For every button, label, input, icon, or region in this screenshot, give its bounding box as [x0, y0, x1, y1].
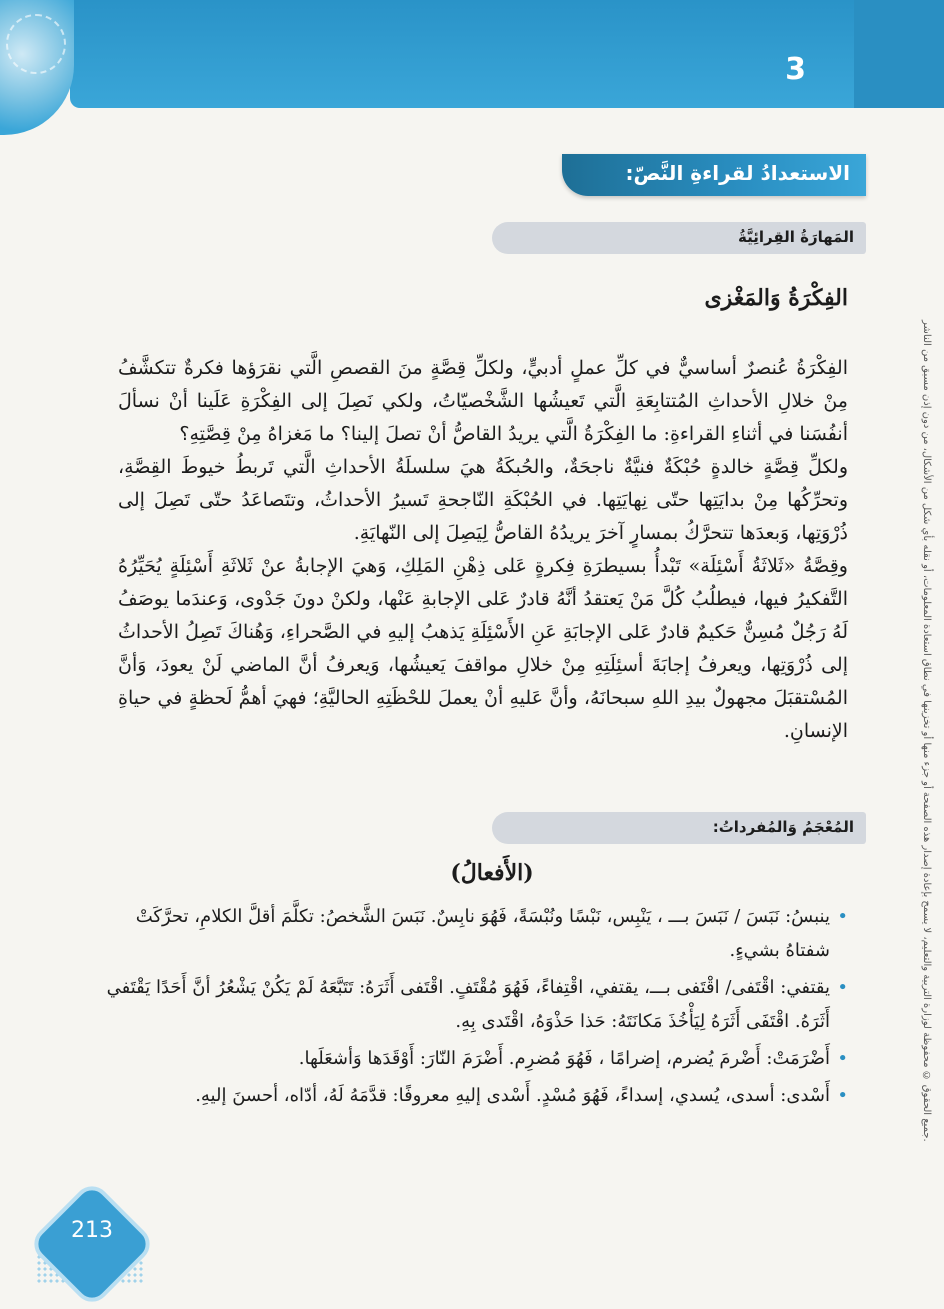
corner-ornament-icon — [0, 0, 74, 135]
page-number: 213 — [71, 1218, 113, 1243]
list-item — [88, 1079, 848, 1113]
vocab-pill — [492, 812, 866, 844]
vocab-entry: يقتفي: اقْتَفى/ اقْتَفى بـــ، يقتفي، اقْتِفاءً، فَهُوَ مُقْتَفٍ. اقْتَفى أَثَرَهُ: تَتَبَّعَهُ لَمْ يَكُنْ يَشْعُرُ أنَّ أَحَدًا يَقْتَفي أَثَرَهُ. اقْتَفَى أَثَرَهُ لِيَأْخُذَ مَكانَتَهُ: حَذا حَذْوَهُ، اقْتَدى بِهِ. — [106, 977, 830, 1032]
prep-title: الاستعدادُ لقراءةِ النَّصّ: — [625, 161, 850, 185]
paragraph: وقِصَّةُ «ثَلاثَةُ أَسْئِلَة» تَبْدأُ بسيطرَةِ فِكرةٍ عَلى ذِهْنِ المَلِكِ، وَهيَ الإجابةُ عنْ ثَلاثَةِ أَسْئِلَةٍ يُحَيِّرُهُ التَّفكيرُ فيها، فيطلُبُ كُلَّ مَنْ يَعتقدُ أنَّهُ قادرٌ عَلى الإجابةِ عَنْها، ولكنْ دونَ جَدْوى، وَعندَما يوصَفُ لَهُ رَجُلٌ مُسِنٌّ حَكيمٌ قادرٌ عَلى الإجابَةِ عَنِ الأَسْئِلَةِ يَذهبُ إليهِ في الصَّحراءِ، وَهُناكَ تَصِلُ الأحداثُ إلى ذُرْوَتِها، ويعرفُ إجابَةَ أسئِلَتِهِ مِنْ خلالِ مواقفَ يَعيشُها، وَيعرفُ أنَّ الماضي لَنْ يعودَ، وَأنَّ المُسْتقبَلَ مجهولٌ بيدِ اللهِ سبحانَهُ، وأنَّ عَليهِ أنْ يعملَ للحْظَتِهِ الحاليَّةِ؛ فهيَ أهمُّ لَحظةٍ في حياةِ الإنسانِ. — [118, 555, 848, 742]
list-item — [88, 900, 848, 968]
skill-pill — [492, 222, 866, 254]
vocab-label: المُعْجَمُ وَالمُفرداتُ: — [712, 818, 854, 836]
chapter-tab — [854, 0, 944, 108]
list-item — [88, 971, 848, 1039]
vocab-list — [88, 900, 848, 1116]
vocab-entry: أَسْدى: أسدى، يُسدي، إسداءً، فَهُوَ مُسْدٍ. أَسْدى إليهِ معروفًا: قدَّمَهُ لَهُ، أدّاه، أحسنَ إليهِ. — [195, 1085, 830, 1106]
vocab-entry: ينبسُ: نَبَسَ / نَبَسَ بـــ ، يَنْبِس، نَبْسًا ونُبْسَةً، فَهُوَ نابِسٌ. نَبَسَ الشَّخصُ: تكلَّمَ أقلَّ الكلامِ، تحرَّكَتْ شفتاهُ بشيءٍ. — [135, 906, 830, 961]
bullet-icon: • — [837, 1085, 848, 1106]
section-title: الفِكْرَةُ وَالمَغْزى — [704, 285, 848, 311]
copyright-note: جميع الحقوق © محفوظة لوزارة التربية والتعليم، لا يسمح بإعادة إصدار هذه الصفحة أو جزء منها أو تخزينها في نطاق استعادة المعلومات، أو نقله بأي شكل من الأشكال، من دون إذن مسبق من الناشر. — [921, 320, 932, 1142]
main-text — [118, 352, 848, 748]
list-item — [88, 1042, 848, 1076]
paragraph: ولكلِّ قِصَّةٍ خالدةٍ حُبْكَةٌ فنيَّةٌ ناجحَةٌ، والحُبكَةُ هيَ سلسلَةُ الأحداثِ الَّتي تَربطُ خيوطَ القِصَّةِ، وتحرِّكُها مِنْ بدايَتِها حتّى نِهايَتِها. في الحُبْكَةِ النّاجحةِ تَسيرُ الأحداثُ، وتتَصاعَدُ حتّى تَصِلَ إلى ذُرْوَتِها، وَبعدَها تتحرَّكُ بمسارٍ آخرَ يريدُهُ القاصُّ لِيَصِلَ إلى النّهايَةِ. — [118, 456, 848, 544]
page-badge — [27, 1179, 157, 1309]
vocab-entry: أَضْرَمَتْ: أَضْرمَ يُضرم، إضرامًا ، فَهُوَ مُضرِم. أَضْرَمَ النّارَ: أَوْقَدَها وَأشعَلَها. — [298, 1048, 830, 1069]
bullet-icon: • — [837, 1048, 848, 1069]
bullet-icon: • — [837, 906, 848, 927]
verbs-heading: (الأَفعالُ) — [450, 860, 534, 886]
skill-label: المَهارَةُ القِرائِيَّةُ — [738, 228, 854, 246]
chapter-number: 3 — [785, 52, 806, 87]
header-band — [70, 0, 944, 108]
bullet-icon: • — [837, 977, 848, 998]
prep-banner — [562, 154, 866, 196]
paragraph: الفِكْرَةُ عُنصرٌ أساسيٌّ في كلِّ عملٍ أدبيٍّ، ولكلِّ قِصَّةٍ منَ القصصِ الَّتي نقرَؤها فكرةٌ تتكشَّفُ مِنْ خلالِ الأحداثِ المُتتابِعَةِ الَّتي تَعيشُها الشَّخْصيّاتُ، ولكي نَصِلَ إلى الفِكْرَةِ عَلَينا أنْ نسألَ أنفُسَنا في أثناءِ القراءةِ: ما الفِكْرَةُ الَّتي يريدُ القاصُّ أنْ تصلَ إلينا؟ ما مَغزاهُ مِنْ قِصَّتِهِ؟ — [118, 357, 848, 445]
